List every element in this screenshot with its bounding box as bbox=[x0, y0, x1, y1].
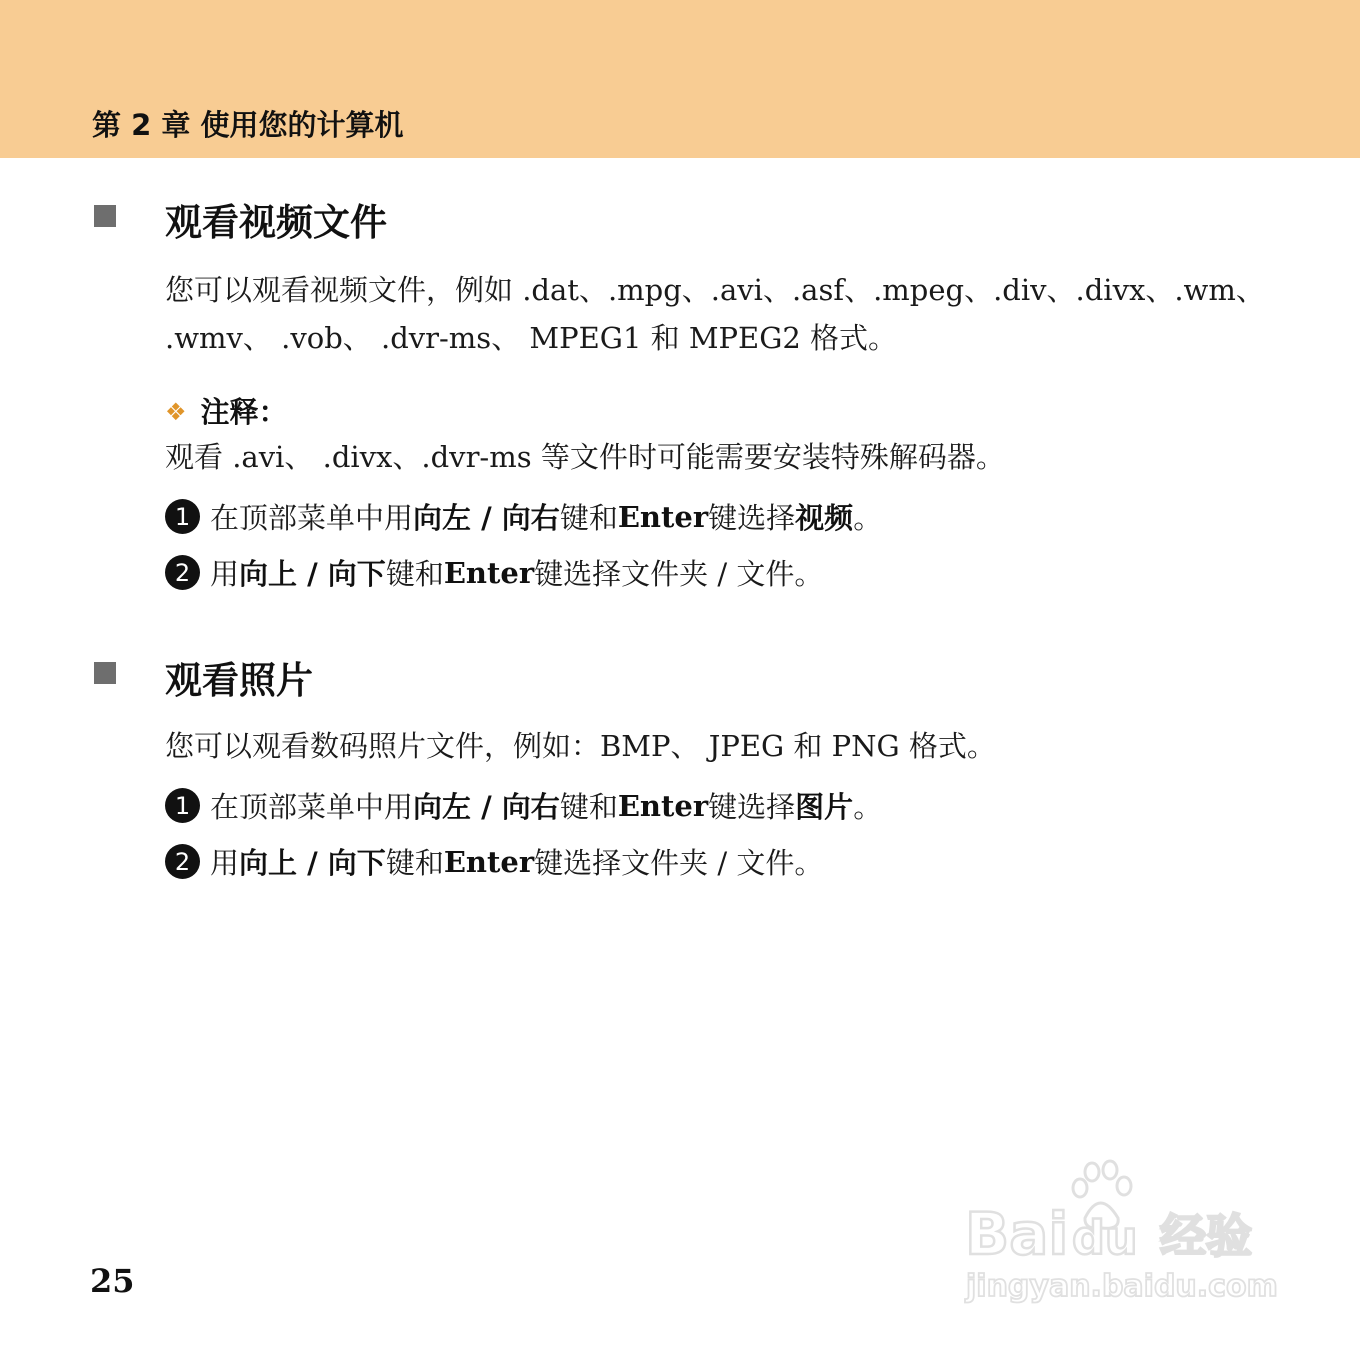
note-title: 注释： bbox=[200, 395, 288, 429]
svg-text:Bai: Bai bbox=[965, 1200, 1069, 1268]
step-text: 。 bbox=[853, 790, 883, 824]
photo-step-1 bbox=[165, 785, 882, 826]
section-square-icon bbox=[94, 205, 116, 227]
page-number: 25 bbox=[90, 1262, 135, 1300]
menu-item-name: 视频 bbox=[795, 501, 854, 535]
video-intro-line-2: .wmv、 .vob、 .dvr-ms、 MPEG1 和 MPEG2 格式。 bbox=[165, 321, 898, 355]
video-intro-line-1: 您可以观看视频文件，例如 .dat、.mpg、.avi、.asf、.mpeg、.div、.divx、.wm、 bbox=[165, 273, 1265, 307]
svg-text:jingyan.baidu.com: jingyan.baidu.com bbox=[966, 1269, 1278, 1304]
step-text: 键和 bbox=[385, 557, 444, 591]
note-text: 观看 .avi、 .divx、.dvr-ms 等文件时可能需要安装特殊解码器。 bbox=[165, 440, 1005, 474]
step-text: 键选择 bbox=[708, 501, 796, 535]
step-text: 键选择 bbox=[708, 790, 796, 824]
video-step-1 bbox=[165, 496, 882, 537]
svg-text:经验: 经验 bbox=[1160, 1209, 1252, 1263]
step-text: 在顶部菜单中用 bbox=[210, 501, 414, 535]
section-square-icon bbox=[94, 662, 116, 684]
photo-step-2 bbox=[165, 841, 823, 882]
step-text: 键和 bbox=[559, 790, 618, 824]
step-key-name: 向上 / 向下 bbox=[239, 846, 386, 880]
enter-key-name: Enter bbox=[617, 499, 709, 534]
section-title-photo: 观看照片 bbox=[165, 659, 313, 702]
note-diamond-icon: ❖ bbox=[165, 398, 187, 426]
step-text: 。 bbox=[853, 501, 883, 535]
step-key-name: 向左 / 向右 bbox=[413, 790, 560, 824]
note-heading bbox=[165, 390, 288, 431]
step-key-name: 向上 / 向下 bbox=[239, 557, 386, 591]
step-text: 用 bbox=[210, 846, 240, 880]
step-text: 用 bbox=[210, 557, 240, 591]
video-step-2 bbox=[165, 552, 823, 593]
step-text: 键选择文件夹 / 文件。 bbox=[534, 846, 824, 880]
chapter-title: 第 2 章 使用您的计算机 bbox=[92, 108, 404, 142]
svg-text:du: du bbox=[1072, 1211, 1138, 1265]
enter-key-name: Enter bbox=[617, 788, 709, 823]
step-number-badge: 1 bbox=[165, 499, 200, 534]
baidu-jingyan-watermark-logo bbox=[960, 1158, 1290, 1308]
enter-key-name: Enter bbox=[443, 844, 535, 879]
step-text: 键和 bbox=[385, 846, 444, 880]
section-title-video: 观看视频文件 bbox=[165, 201, 387, 244]
step-key-name: 向左 / 向右 bbox=[413, 501, 560, 535]
step-number-badge: 2 bbox=[165, 555, 200, 590]
step-number-badge: 2 bbox=[165, 844, 200, 879]
menu-item-name: 图片 bbox=[795, 790, 854, 824]
step-text: 在顶部菜单中用 bbox=[210, 790, 414, 824]
photo-intro-line: 您可以观看数码照片文件，例如：BMP、 JPEG 和 PNG 格式。 bbox=[165, 729, 996, 763]
step-text: 键和 bbox=[559, 501, 618, 535]
enter-key-name: Enter bbox=[443, 555, 535, 590]
step-text: 键选择文件夹 / 文件。 bbox=[534, 557, 824, 591]
step-number-badge: 1 bbox=[165, 788, 200, 823]
